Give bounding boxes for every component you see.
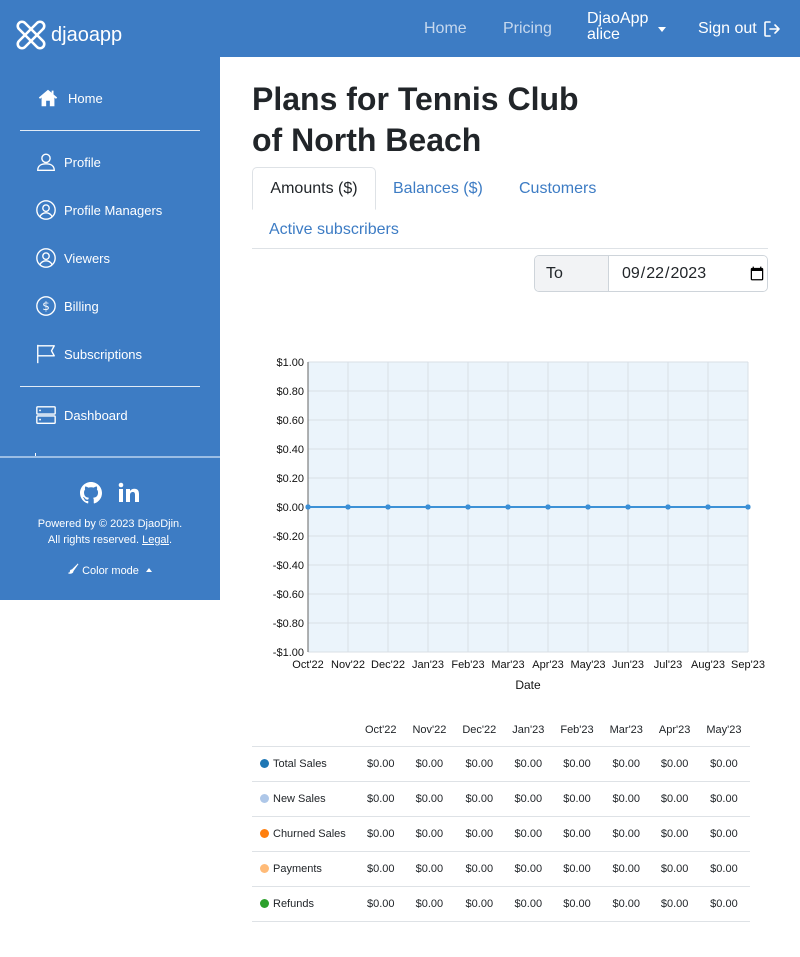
footer-rights-text: All rights reserved. [47,534,140,546]
table-cell: $0.00 [602,851,651,886]
y-tick-label: $0.20 [276,473,304,485]
y-tick-label: -$0.20 [272,531,304,543]
data-point [346,505,351,510]
x-tick-label: Aug'23 [691,659,725,671]
footer-powered-by: Powered by © 2023 DjaoDjin. [37,518,183,530]
sidebar-item-profile[interactable] [35,151,101,173]
table-row [252,851,750,886]
table-cell: $0.00 [404,886,454,921]
y-tick-label: $0.40 [276,444,304,456]
table-row [252,781,750,816]
tabs-divider [252,248,768,249]
table-header-row [252,715,750,746]
sidebar-item-label: Dashboard [64,407,128,423]
signout-link[interactable] [698,0,781,57]
table-cell: $0.00 [698,886,749,921]
table-cell: $0.00 [651,746,698,781]
data-point [426,505,431,510]
sidebar-item-label: Home [68,90,103,106]
github-link[interactable] [80,482,102,504]
color-mode-label: Color mode [82,565,139,577]
data-point [306,505,311,510]
table-cell: $0.00 [602,781,651,816]
table-cell: $0.00 [504,781,552,816]
sidebar-item-subscriptions[interactable] [35,343,142,365]
table-cell: $0.00 [357,886,404,921]
x-tick-label: Sep'23 [731,659,765,671]
to-date-input[interactable] [609,256,767,291]
flag-icon [35,343,57,365]
y-tick-label: -$1.00 [272,647,304,659]
sidebar-item-label: Billing [64,298,99,314]
table-row [252,886,750,921]
table-cell: $0.00 [404,851,454,886]
table-cell: $0.00 [651,816,698,851]
table-cell: $0.00 [552,851,601,886]
series-color-dot [260,899,269,908]
sidebar-divider [20,386,200,387]
tab-balances[interactable]: Balances ($) [393,180,483,197]
table-cell: $0.00 [454,746,504,781]
table-cell: $0.00 [454,851,504,886]
series-color-dot [260,829,269,838]
tab-customers[interactable]: Customers [519,180,597,197]
table-cell: $0.00 [404,781,454,816]
sidebar-divider [20,130,200,131]
x-tick-label: Jul'23 [653,659,683,671]
table-cell: $0.00 [404,816,454,851]
nav-pricing-link[interactable]: Pricing [503,19,552,37]
series-label-cell [252,886,357,921]
table-column-header: Mar'23 [609,724,643,737]
table-cell: $0.00 [404,746,454,781]
color-mode-toggle[interactable] [0,563,220,577]
table-cell: $0.00 [504,746,552,781]
sidebar-item-home[interactable] [35,87,103,109]
linkedin-icon [118,482,140,504]
tab-active-subscribers[interactable]: Active subscribers [269,221,399,238]
table-row [252,816,750,851]
series-label: Refunds [273,897,314,910]
sidebar-item-label: Profile [64,154,101,170]
svg-text:$: $ [42,299,50,314]
user-menu-dropdown[interactable] [587,0,648,57]
table-cell: $0.00 [504,816,552,851]
table-cell: $0.00 [552,781,601,816]
data-point [546,505,551,510]
series-label: Churned Sales [273,827,346,840]
x-axis-title: Date [515,678,541,692]
brand-logo[interactable] [16,20,122,50]
x-tick-label: Feb'23 [451,659,485,671]
data-point [586,505,591,510]
table-cell: $0.00 [552,816,601,851]
table-cell: $0.00 [698,851,749,886]
brush-icon [68,563,79,574]
data-point [506,505,511,510]
sidebar-item-billing[interactable] [35,295,99,317]
table-column-header: Oct'22 [365,724,397,737]
table-cell: $0.00 [454,816,504,851]
series-label-cell [252,746,357,781]
server-icon [35,404,57,426]
data-point [626,505,631,510]
sidebar-item-label: Viewers [64,250,111,266]
data-point [666,505,671,510]
sidebar [0,57,220,600]
series-label-cell [252,816,357,851]
x-tick-label: Nov'22 [331,659,365,671]
table-cell: $0.00 [698,746,749,781]
data-point [386,505,391,510]
table-cell: $0.00 [552,886,601,921]
table-column-header: Jan'23 [512,724,545,737]
y-tick-label: -$0.80 [272,618,304,630]
table-cell: $0.00 [602,886,651,921]
sidebar-footer-divider [0,456,220,458]
amounts-line-chart [252,340,768,700]
footer-period: . [169,534,173,546]
signout-label: Sign out [698,19,757,37]
user-circle-icon [35,199,57,221]
table-header-blank [252,715,357,746]
user-circle-icon [35,247,57,269]
dollar-circle-icon [35,295,57,317]
table-cell: $0.00 [602,816,651,851]
caret-down-icon [658,27,666,32]
series-color-dot [260,759,269,768]
sidebar-item-label: Subscriptions [64,346,143,362]
x-tick-label: Dec'22 [371,659,405,671]
sidebar-item-profile-managers[interactable] [35,199,162,221]
table-cell: $0.00 [357,816,404,851]
table-cell: $0.00 [504,851,552,886]
y-tick-label: $0.80 [276,386,304,398]
x-tick-label: Jun'23 [611,659,645,671]
legal-link[interactable]: Legal [142,534,169,546]
y-tick-label: -$0.60 [272,589,304,601]
sidebar-item-label: Profile Managers [64,202,163,218]
table-cell: $0.00 [454,781,504,816]
table-cell: $0.00 [698,816,749,851]
table-cell: $0.00 [357,781,404,816]
linkedin-link[interactable] [118,482,140,504]
table-cell: $0.00 [602,746,651,781]
table-cell: $0.00 [651,886,698,921]
amounts-table [252,715,768,925]
caret-up-icon [146,568,152,572]
nav-home-link[interactable]: Home [424,19,467,37]
sidebar-item-dashboard[interactable] [35,404,128,426]
to-date-filter [534,255,768,292]
to-label: To [535,256,609,291]
tab-amounts[interactable]: Amounts ($) [252,167,376,210]
user-org-name: DjaoApp [587,10,649,27]
signout-icon [763,20,781,38]
table-cell: $0.00 [651,851,698,886]
table-cell: $0.00 [454,886,504,921]
data-point [466,505,471,510]
data-point [746,505,751,510]
series-label-cell [252,851,357,886]
series-label: Total Sales [273,757,327,770]
table-cell: $0.00 [357,851,404,886]
table-cell: $0.00 [552,746,601,781]
table-column-header: Apr'23 [658,724,691,737]
series-label-cell [252,781,357,816]
y-tick-label: $0.60 [276,415,304,427]
data-point [706,505,711,510]
table-cell: $0.00 [698,781,749,816]
user-name: alice [587,26,620,43]
y-tick-label: $1.00 [276,357,304,369]
user-icon [35,151,57,173]
footer-rights [0,534,220,546]
x-tick-label: Apr'23 [532,659,564,671]
y-tick-label: -$0.40 [272,560,304,572]
x-tick-label: May'23 [570,659,606,671]
djaoapp-logo-icon [16,20,46,50]
table-column-header: Nov'22 [412,724,447,737]
table-row [252,746,750,781]
x-tick-label: Oct'22 [292,659,324,671]
x-tick-label: Jan'23 [411,659,445,671]
table-cell: $0.00 [504,886,552,921]
table-cell: $0.00 [357,746,404,781]
github-icon [80,482,102,504]
table-cell: $0.00 [651,781,698,816]
brand-name: djaoapp [51,23,123,46]
x-tick-label: Mar'23 [491,659,525,671]
table-column-header: Dec'22 [462,724,497,737]
table-column-header: Feb'23 [560,724,594,737]
series-color-dot [260,794,269,803]
series-label: Payments [273,862,322,875]
page-title: Plans for Tennis Club of North Beach [252,81,579,158]
table-column-header: May'23 [706,724,742,737]
y-tick-label: $0.00 [276,502,304,514]
top-navbar [0,0,800,57]
sidebar-item-viewers[interactable] [35,247,110,269]
series-color-dot [260,864,269,873]
home-icon [35,87,61,109]
series-label: New Sales [273,792,326,805]
